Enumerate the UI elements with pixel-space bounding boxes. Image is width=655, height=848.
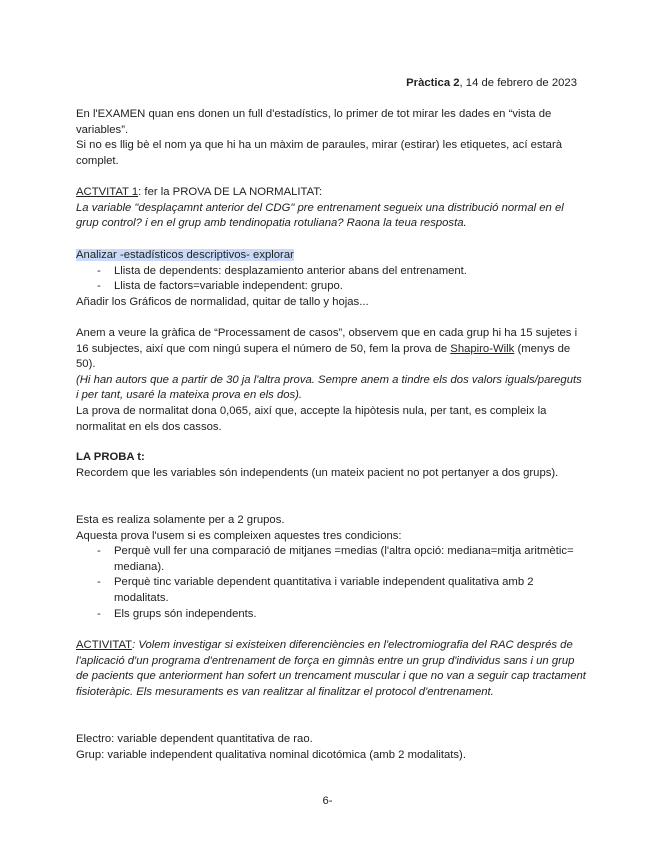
procedure-section	[76, 248, 586, 310]
intro-line-1: En l'EXAMEN quan ens donen un full d'estadístics, lo primer de tot mirar les dades en “vista de variables”.	[76, 108, 552, 136]
activity-1-heading	[76, 185, 586, 201]
intro-section	[76, 107, 586, 169]
results-text-a: Anem a veure la gràfica de “Processament de casos”, observem que en cada grup hi ha 15 sujetes i 16 subjectes, així que com ningú supera el número de 50, fem la prova de	[76, 327, 578, 355]
activity-1-section	[76, 185, 586, 232]
list-item: - Els grups són independents.	[76, 607, 586, 623]
list-item: - Llista de factors=variable independent: grupo.	[76, 279, 586, 295]
menu-path-line	[76, 248, 586, 264]
variables-section	[76, 732, 586, 763]
page-header	[406, 76, 577, 92]
results-italic-note: (Hi han autors que a partir de 30 ja l'altra prova. Sempre anem a tindre els dos valors iguals/pareguts i per tant, usaré la mateixa prova en els dos).	[76, 373, 582, 402]
ttest-section	[76, 450, 586, 481]
activity-2-section	[76, 638, 586, 700]
ttest-line-2: Aquesta prova l'usem si es compleixen aquestes tres condicions:	[76, 529, 402, 542]
results-section	[76, 326, 586, 435]
practice-title: Pràctica 2	[406, 77, 460, 89]
intro-line-2: Si no es llig bè el nom ya que hi ha un màxim de paraules, mirar (estirar) les etiquetes, ací estarà complet.	[76, 139, 562, 167]
activity-2-label: ACTIVITAT	[76, 639, 133, 651]
ttest-line-1: Esta es realiza solamente per a 2 grupos.	[76, 514, 285, 526]
activity-1-title: : fer la PROVA DE LA NORMALITAT:	[138, 186, 323, 198]
activity-1-question: La variable "desplaçamnt anterior del CDG" pre entrenament segueix una distribució normal en el grup control? i en el grup amb tendinopatia rotuliana? Raona la teua resposta.	[76, 201, 564, 230]
results-paragraph	[76, 326, 586, 373]
ttest-conditions-section	[76, 513, 586, 622]
activity-2-paragraph	[76, 638, 586, 700]
list-item: - Perquè tinc variable dependent quantitativa i variable independent qualitativa amb 2 modalitats.	[76, 575, 586, 606]
ttest-reminder: Recordem que les variables són independents (un mateix pacient no pot pertanyer a dos grups).	[76, 466, 559, 479]
procedure-list	[76, 264, 586, 295]
ttest-heading: LA PROBA t:	[76, 451, 145, 463]
activity-2-text: : Volem investigar si existeixen diferenciències en l'electromiografia del RAC després de l'aplicació d'un programa d'entrenament de força en gimnàs entre un grup d'individus sans i un grup de pacients que anteriorment han sofert un trencament muscular i que no van a seguir cap tractament fisioteràpic. Els mesuraments es van realitzar al finalitzar el protocol d'entrenament.	[76, 639, 586, 698]
list-item: - Perquè vull fer una comparació de mitjanes =medias (l'altra opció: mediana=mitja aritmètic= mediana).	[76, 544, 586, 575]
variable-electro: Electro: variable dependent quantitativa de rao.	[76, 733, 313, 745]
results-text-b: (menys de 50).	[76, 342, 571, 371]
procedure-note: Añadir los Gráficos de normalidad, quitar de tallo y hojas...	[76, 295, 369, 308]
menu-path: Analizar -estadísticos descriptivos- explorar	[76, 249, 294, 261]
conditions-list	[76, 544, 586, 622]
page-number: 6-	[322, 795, 333, 807]
list-item: - Llista de dependents: desplazamiento anterior abans del entrenament.	[76, 264, 586, 280]
practice-date: , 14 de febrero de 2023	[459, 77, 577, 89]
activity-1-label: ACTVITAT 1	[76, 186, 139, 198]
test-name: Shapiro-Wilk	[450, 342, 515, 355]
results-conclusion: La prova de normalitat dona 0,065, així que, accepte la hipòtesis nula, per tant, es compleix la normalitat en els dos cassos.	[76, 404, 547, 433]
variable-grup: Grup: variable independent qualitativa nominal dicotómica (amb 2 modalitats).	[76, 748, 466, 761]
